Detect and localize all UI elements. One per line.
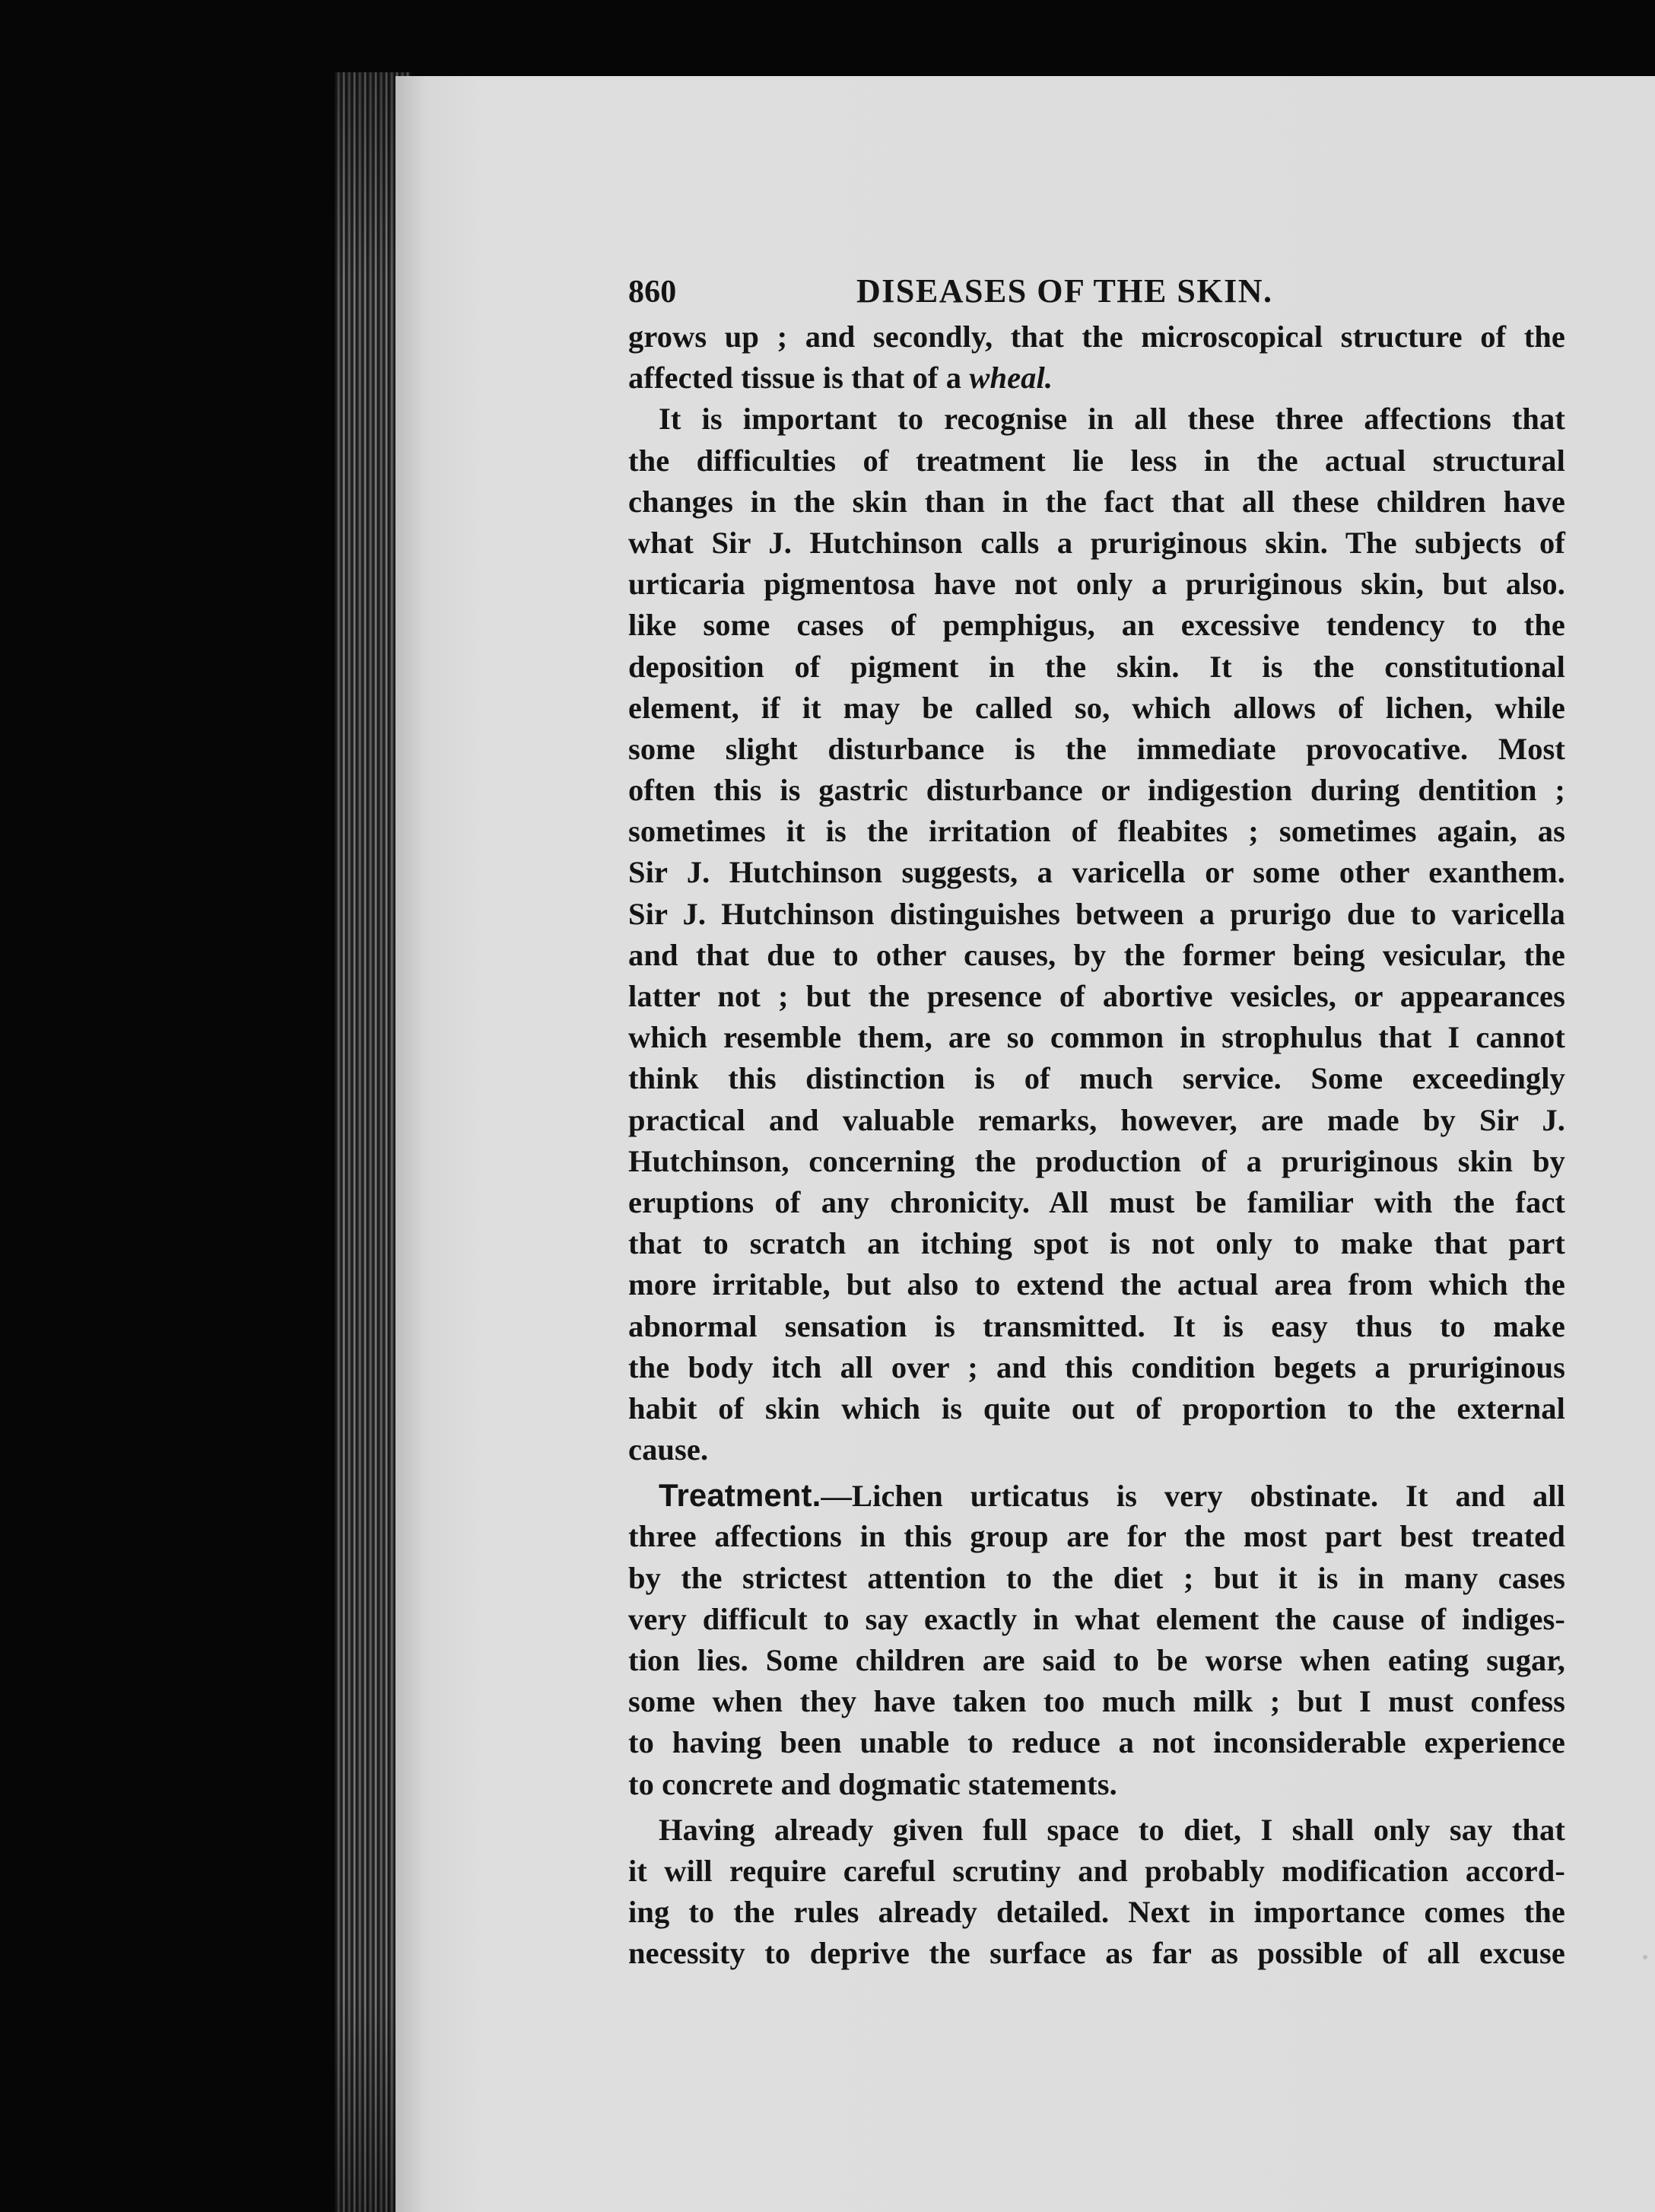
paragraph-treatment (628, 1475, 1565, 1805)
text-line: latter not ; but the presence of abortive vesicles, or appearances (628, 979, 1565, 1013)
page-number: 860 (628, 275, 677, 310)
text-line: It is important to recognise in all these three affections that (659, 402, 1565, 437)
text-line: necessity to deprive the surface as far as possible of all excuse (628, 1936, 1565, 1971)
text-line: sometimes it is the irritation of fleabites ; sometimes again, as (628, 814, 1565, 849)
emphasized-word: wheal. (969, 361, 1053, 396)
text-line: more irritable, but also to extend the actual area from which the (628, 1267, 1565, 1302)
text-line: and that due to other causes, by the former being vesicular, the (628, 937, 1565, 972)
text-line: abnormal sensation is transmitted. It is easy thus to make (628, 1308, 1565, 1343)
page-text (628, 271, 1565, 1975)
text-line: eruptions of any chronicity. All must be familiar with the fact (628, 1184, 1565, 1219)
paragraph-4 (628, 1810, 1565, 1975)
text-line: habit of skin which is quite out of proportion to the external (628, 1390, 1565, 1425)
text-line (628, 1475, 1565, 1516)
text-line: the body itch all over ; and this condition begets a pruriginous (628, 1349, 1565, 1384)
text-line: very difficult to say exactly in what element the cause of indiges- (628, 1601, 1565, 1636)
text-line: tion lies. Some children are said to be worse when eating sugar, (628, 1643, 1565, 1677)
paragraph-2 (628, 399, 1565, 1470)
text-line: some when they have taken too much milk ; but I must confess (628, 1684, 1565, 1719)
text-line: which resemble them, are so common in strophulus that I cannot (628, 1020, 1565, 1055)
text-line: it will require careful scrutiny and probably modification accord- (628, 1853, 1565, 1888)
text-line: like some cases of pemphigus, an excessive tendency to the (628, 608, 1565, 643)
text-line: what Sir J. Hutchinson calls a pruriginous skin. The subjects of (628, 525, 1565, 560)
text-line-start: affected tissue is that of a (628, 361, 970, 396)
text-line: to having been unable to reduce a not inconsiderable experience (628, 1725, 1565, 1760)
text-line: Sir J. Hutchinson distinguishes between a prurigo due to varicella (628, 896, 1565, 931)
text-line: Having already given full space to diet, I shall only say that (659, 1812, 1565, 1847)
text-line: Hutchinson, concerning the production of a pruriginous skin by (628, 1143, 1565, 1178)
text-line: Sir J. Hutchinson suggests, a varicella or some other exanthem. (628, 855, 1565, 890)
text-line (628, 358, 1565, 399)
text-line: three affections in this group are for the most part best treated (628, 1519, 1565, 1554)
text-line: think this distinction is of much service. Some exceedingly (628, 1061, 1565, 1096)
chapter-title: DISEASES OF THE SKIN. (856, 272, 1273, 310)
running-head (628, 271, 1565, 316)
text-line: that to scratch an itching spot is not only to make that part (628, 1226, 1565, 1261)
text-line: the difficulties of treatment lie less in the actual structural (628, 443, 1565, 478)
paragraph-1 (628, 316, 1565, 399)
text-line: some slight disturbance is the immediate provocative. Most (628, 731, 1565, 766)
section-heading: Treatment. (659, 1477, 821, 1514)
text-line: to concrete and dogmatic statements. (628, 1766, 1117, 1801)
text-line: urticaria pigmentosa have not only a pruriginous skin, but also. (628, 567, 1565, 602)
text-line-rest: —Lichen urticatus is very obstinate. It and all (821, 1479, 1565, 1514)
text-line: deposition of pigment in the skin. It is the constitutional (628, 649, 1565, 684)
text-line: cause. (628, 1432, 709, 1467)
text-line: ing to the rules already detailed. Next in importance comes the (628, 1895, 1565, 1930)
text-line: by the strictest attention to the diet ; but it is in many cases (628, 1560, 1565, 1595)
text-line: element, if it may be called so, which allows of lichen, while (628, 690, 1565, 725)
text-line: practical and valuable remarks, however, are made by Sir J. (628, 1102, 1565, 1137)
text-line: grows up ; and secondly, that the microscopical structure of the (628, 319, 1565, 354)
text-line: changes in the skin than in the fact that all these children have (628, 484, 1565, 519)
text-line: often this is gastric disturbance or indigestion during dentition ; (628, 773, 1565, 808)
